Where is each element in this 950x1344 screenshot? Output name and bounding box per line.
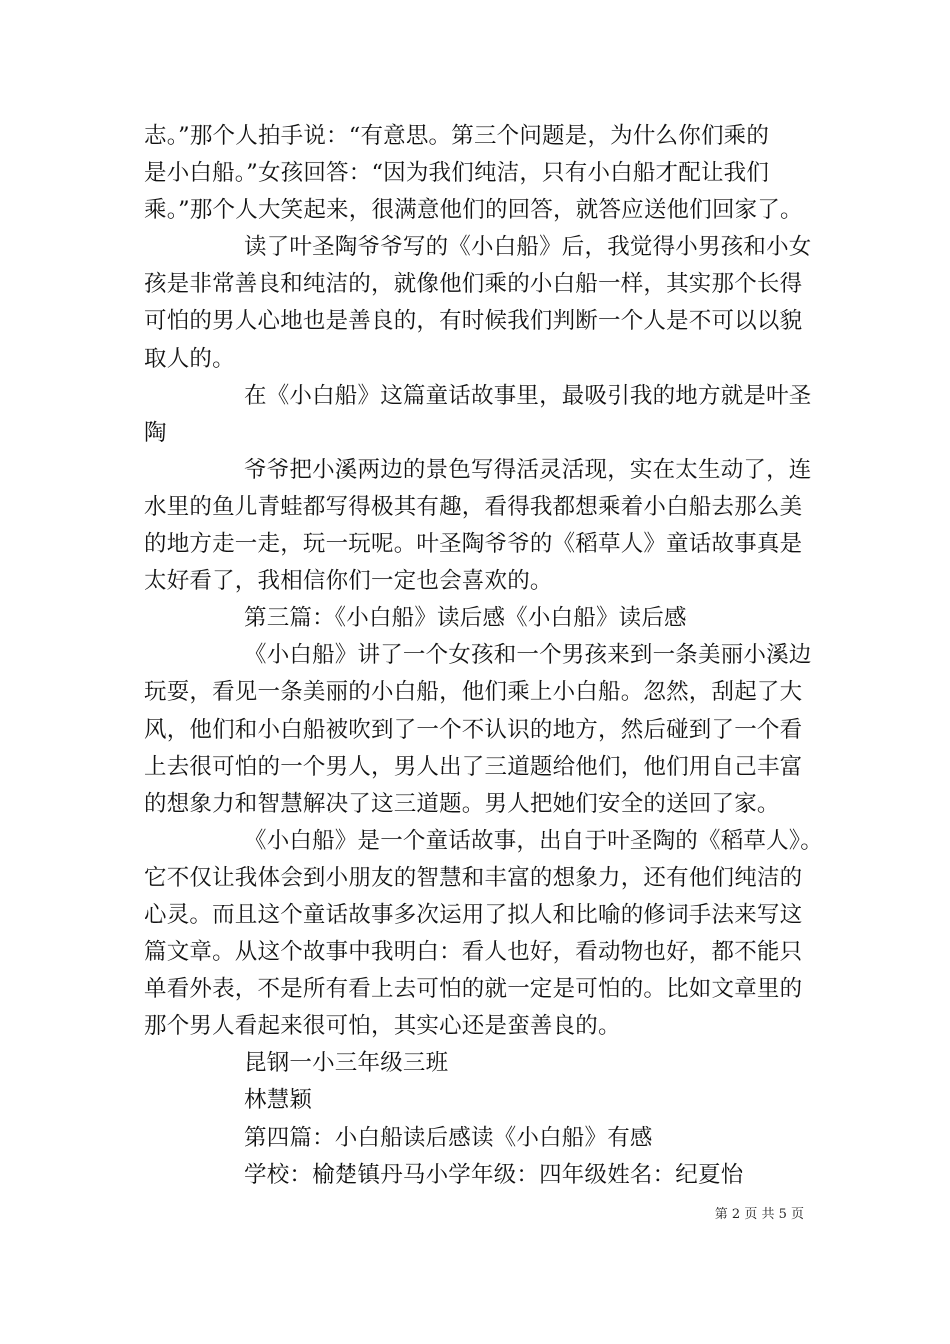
text-line: 乘。”那个人大笑起来，很满意他们的回答，就答应送他们回家了。 (144, 197, 803, 224)
text-line: 志。”那个人拍手说：“有意思。第三个问题是，为什么你们乘的 (144, 123, 770, 149)
section-heading: 第四篇：小白船读后感读《小白船》有感 (244, 1124, 653, 1151)
text-line: 玩耍，看见一条美丽的小白船，他们乘上小白船。忽然，刮起了大 (144, 679, 803, 706)
text-line: 《小白船》讲了一个女孩和一个男孩来到一条美丽小溪边 (244, 642, 812, 669)
text-line: 风，他们和小白船被吹到了一个不认识的地方，然后碰到了一个看 (144, 716, 803, 743)
author-name: 林慧颖 (244, 1087, 313, 1114)
text-line: 它不仅让我体会到小朋友的智慧和丰富的想象力，还有他们纯洁的 (144, 864, 803, 891)
text-line: 是小白船。”女孩回答：“因为我们纯洁，只有小白船才配让我们 (144, 160, 770, 187)
text-line: 的想象力和智慧解决了这三道题。男人把她们安全的送回了家。 (144, 790, 780, 817)
text-line: 太好看了，我相信你们一定也会喜欢的。 (144, 568, 553, 595)
text-line: 读了叶圣陶爷爷写的《小白船》后，我觉得小男孩和小女 (244, 234, 812, 261)
body-text (144, 118, 823, 1194)
text-line: 的地方走一走，玩一玩呢。叶圣陶爷爷的《稻草人》童话故事真是 (144, 531, 803, 558)
section-heading: 第三篇：《小白船》读后感《小白船》读后感 (244, 605, 687, 632)
text-line: 心灵。而且这个童话故事多次运用了拟人和比喻的修词手法来写这 (144, 901, 803, 928)
text-line: 取人的。 (144, 345, 235, 372)
text-line: 单看外表，不是所有看上去可怕的就一定是可怕的。比如文章里的 (144, 976, 803, 1003)
author-info: 学校：榆楚镇丹马小学年级：四年级姓名：纪夏怡 (244, 1161, 744, 1188)
text-line: 孩是非常善良和纯洁的，就像他们乘的小白船一样，其实那个长得 (144, 271, 803, 298)
text-line: 在《小白船》这篇童话故事里，最吸引我的地方就是叶圣 (244, 382, 812, 409)
text-line: 《小白船》是一个童话故事，出自于叶圣陶的《稻草人》。 (244, 827, 823, 854)
text-line: 水里的鱼儿青蛙都写得极其有趣，看得我都想乘着小白船去那么美 (144, 493, 803, 520)
page-number: 第 2 页 共 5 页 (714, 1207, 804, 1222)
text-line: 可怕的男人心地也是善良的，有时候我们判断一个人是不可以以貌 (144, 308, 803, 335)
text-line: 那个男人看起来很可怕，其实心还是蛮善良的。 (144, 1013, 621, 1040)
text-line: 爷爷把小溪两边的景色写得活灵活现，实在太生动了，连 (244, 456, 812, 483)
author-class: 昆钢一小三年级三班 (244, 1050, 449, 1077)
text-line: 篇文章。从这个故事中我明白：看人也好，看动物也好，都不能只 (144, 939, 803, 966)
text-line: 上去很可怕的一个男人，男人出了三道题给他们，他们用自己丰富 (144, 753, 803, 780)
text-line: 陶 (144, 419, 167, 446)
